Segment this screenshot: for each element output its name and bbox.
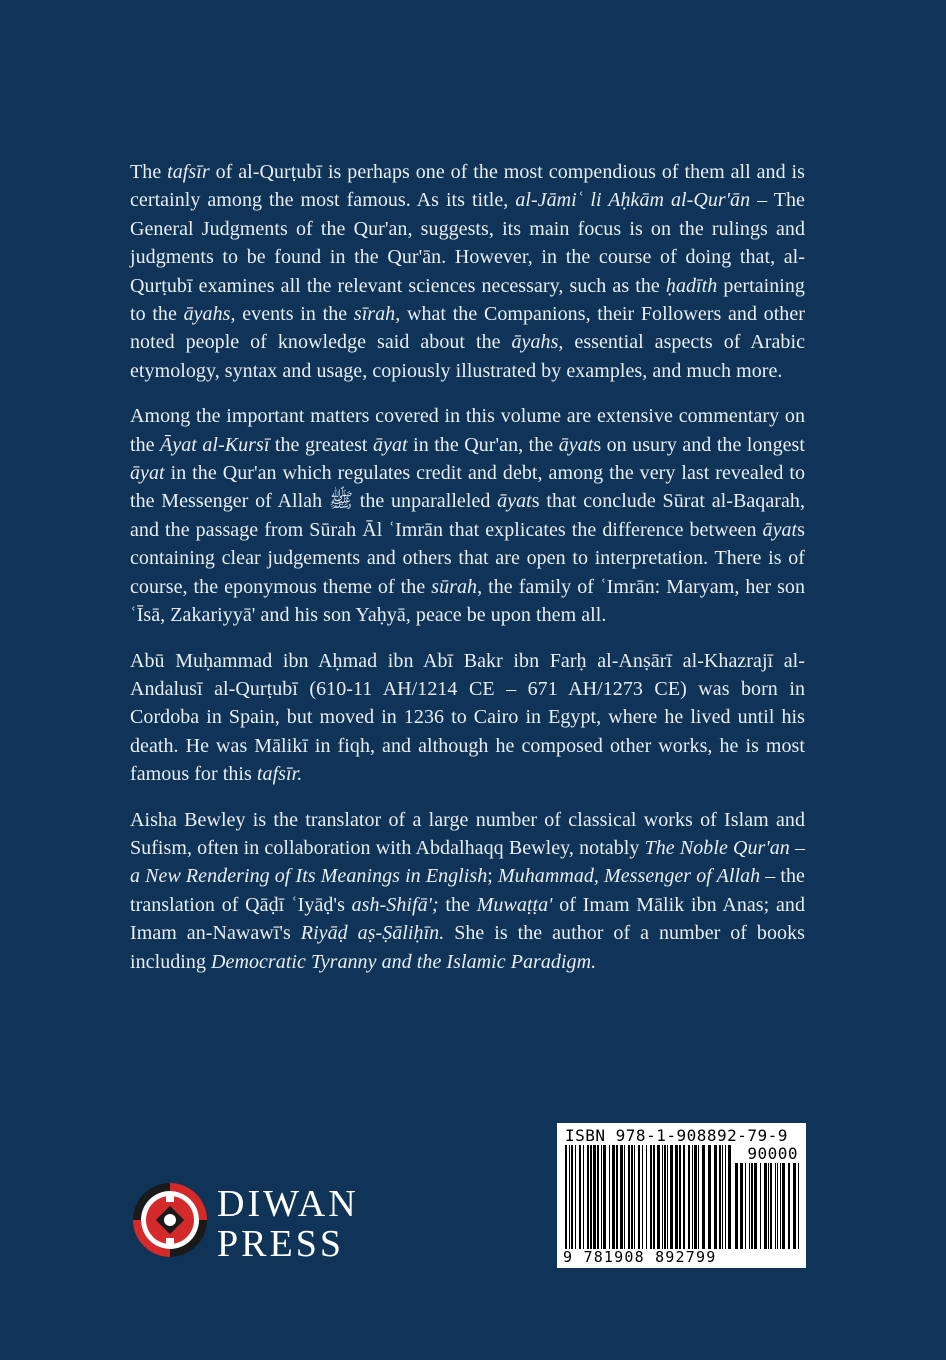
barcode-bar bbox=[565, 1145, 567, 1249]
barcode-bar bbox=[620, 1145, 623, 1249]
blurb-paragraph-2 bbox=[130, 402, 805, 629]
barcode-bar bbox=[571, 1145, 573, 1249]
italic-term: tafsīr bbox=[167, 161, 210, 183]
barcode-bar bbox=[650, 1145, 652, 1249]
barcode-bar bbox=[675, 1145, 678, 1249]
barcode-bar bbox=[575, 1145, 576, 1249]
italic-term: ash-Shifā'; bbox=[351, 893, 439, 916]
barcode-bar bbox=[590, 1145, 592, 1249]
barcode-bar bbox=[722, 1145, 723, 1249]
barcode-bar bbox=[768, 1163, 769, 1249]
barcode-bar bbox=[601, 1145, 602, 1249]
italic-term: tafsīr. bbox=[256, 763, 303, 786]
text-run: Abū Muḥammad ibn Aḥmad ibn Abī Bakr ibn Farḥ al-Anṣārī al-Khazrajī al-Andalusī al-Qurṭubī (610-11 AH/1214 CE – 671 AH/1273 CE) was born in Cordoba in Spain, but moved in 1236 to Cairo in Egypt, where he lived until his death. He was Mālikī in fiqh, and although he composed other works, he is most famous for this bbox=[130, 649, 805, 786]
italic-term: Riyāḍ aṣ-Ṣāliḥīn. bbox=[300, 922, 445, 945]
blurb-paragraph-1 bbox=[130, 158, 805, 385]
text-run: , essential aspects of Arabic etymology, syntax and usage, copiously illustrated by examples, and much more. bbox=[130, 331, 806, 382]
isbn-label: ISBN 978-1-908892-79-9 bbox=[565, 1126, 788, 1145]
barcode-bar bbox=[735, 1163, 738, 1249]
text-run: – the translation of Qāḍī ʿIyāḍ's bbox=[130, 865, 805, 916]
text-run: what the Companions, their Followers and other noted people of knowledge said about the bbox=[130, 303, 805, 354]
barcode-bar bbox=[628, 1145, 630, 1249]
barcode-bar bbox=[688, 1145, 690, 1249]
barcode-bar bbox=[788, 1163, 790, 1249]
barcode-bar bbox=[667, 1145, 668, 1249]
diwan-press-logo-icon bbox=[130, 1180, 210, 1260]
barcode-bar bbox=[642, 1145, 643, 1249]
text-run: Among the important matters covered in this volume are extensive commentary on the bbox=[130, 405, 805, 456]
barcode-bar bbox=[775, 1163, 776, 1249]
barcode-bar bbox=[579, 1145, 581, 1249]
italic-term: al-Jāmiʿ li Aḥkām al-Qur'ān bbox=[515, 189, 751, 212]
barcode-bar bbox=[587, 1145, 589, 1249]
blurb-paragraph-3 bbox=[130, 647, 805, 789]
italic-term: ḥadīth bbox=[665, 274, 718, 297]
text-run: , events in the bbox=[230, 303, 354, 326]
barcode-bar bbox=[708, 1145, 711, 1249]
price-code: 90000 bbox=[747, 1144, 798, 1163]
barcode-bar bbox=[728, 1145, 731, 1249]
barcode-bar bbox=[593, 1145, 596, 1249]
text-run: – The General Judgments of the Qur'an, suggests, its main focus is on the rulings and judgments to be found in the Qur'ān. However, in the course of doing that, al-Qurṭubī examines all the relevant sciences necessary, such as the bbox=[130, 189, 805, 297]
barcode-bar bbox=[749, 1163, 750, 1249]
barcode-bar bbox=[634, 1145, 635, 1249]
barcode-bar bbox=[670, 1145, 673, 1249]
text-run: s on usury and the longest bbox=[593, 433, 805, 456]
italic-term: sūrah bbox=[431, 575, 478, 598]
barcode-bar bbox=[754, 1163, 757, 1249]
blurb-text bbox=[130, 158, 805, 993]
barcode-bar bbox=[702, 1145, 705, 1249]
barcode-bar bbox=[777, 1163, 778, 1249]
barcode-bar bbox=[751, 1163, 753, 1249]
barcode-bar bbox=[770, 1163, 772, 1249]
barcode-bar bbox=[764, 1163, 767, 1249]
isbn-barcode bbox=[557, 1123, 806, 1268]
barcode-bar bbox=[653, 1145, 655, 1249]
italic-term: āyahs bbox=[511, 331, 559, 354]
text-run: She is the author of a number of books including bbox=[130, 922, 805, 973]
text-run: in the Qur'an, the bbox=[407, 433, 559, 456]
barcode-bar bbox=[780, 1163, 781, 1249]
italic-term: The Noble Qur'an – a New Rendering of Its Meanings in English bbox=[130, 836, 805, 888]
publisher-logo bbox=[130, 1180, 390, 1270]
barcode-bar bbox=[740, 1163, 743, 1249]
barcode-bar bbox=[679, 1145, 681, 1249]
barcode-bar bbox=[624, 1145, 625, 1249]
italic-term: Muhammad, Messenger of Allah bbox=[497, 865, 761, 888]
text-run: the greatest bbox=[269, 433, 373, 456]
text-run: in the Qur'an which regulates credit and debt, among the very last revealed to the Messenger of Allah ﷺ the unparalleled bbox=[130, 462, 805, 513]
barcode-bar bbox=[798, 1163, 799, 1249]
italic-term: āyat bbox=[762, 518, 798, 541]
text-run: pertaining to the bbox=[130, 274, 805, 326]
barcode-bar bbox=[760, 1163, 761, 1249]
barcode-bar bbox=[782, 1163, 785, 1249]
barcode-bar bbox=[583, 1145, 584, 1249]
ean-barcode-bars bbox=[565, 1145, 733, 1249]
barcode-bar bbox=[719, 1145, 721, 1249]
text-run: Aisha Bewley is the translator of a large number of classical works of Islam and Sufism, often in collaboration with Abdalhaqq Bewley, notably bbox=[130, 808, 805, 859]
text-run: , the family of ʿImrān: Maryam, her son ʿĪsā, Zakariyyā' and his son Yaḥyā, peace be upon them all. bbox=[130, 575, 806, 627]
barcode-bar bbox=[725, 1145, 726, 1249]
text-run: the bbox=[438, 893, 477, 916]
italic-term: Democratic Tyranny and the Islamic Paradigm. bbox=[211, 950, 597, 973]
blurb-paragraph-4 bbox=[130, 806, 805, 976]
italic-term: āyahs bbox=[183, 303, 231, 326]
italic-term: āyat bbox=[130, 462, 165, 485]
barcode-bar bbox=[597, 1145, 599, 1249]
italic-term: āyat bbox=[497, 490, 532, 513]
barcode-bar bbox=[745, 1163, 746, 1249]
barcode-bar bbox=[616, 1145, 618, 1249]
barcode-bar bbox=[662, 1145, 663, 1249]
italic-term: Āyat al-Kursī bbox=[160, 433, 270, 456]
text-run: The bbox=[130, 161, 168, 183]
text-run: s containing clear judgements and others that are open to interpretation. There is of course, the eponymous theme of the bbox=[130, 518, 805, 598]
barcode-bar bbox=[692, 1145, 693, 1249]
italic-term: sīrah, bbox=[353, 303, 401, 326]
barcode-bar bbox=[714, 1145, 717, 1249]
barcode-bar bbox=[664, 1145, 666, 1249]
text-run: of Imam Mālik ibn Anas; and Imam an-Nawawī's bbox=[130, 893, 805, 945]
barcode-bar bbox=[657, 1145, 660, 1249]
italic-term: āyat bbox=[372, 433, 408, 456]
barcode-bar bbox=[683, 1145, 685, 1249]
barcode-bar bbox=[698, 1145, 699, 1249]
barcode-bar bbox=[631, 1145, 633, 1249]
barcode-bar bbox=[793, 1163, 796, 1249]
text-run: ; bbox=[487, 865, 498, 888]
barcode-bar bbox=[638, 1145, 640, 1249]
italic-term: Muwaṭṭa' bbox=[476, 893, 553, 916]
italic-term: āyat bbox=[558, 433, 594, 456]
publisher-name-line-2: PRESS bbox=[217, 1223, 344, 1265]
publisher-name-line-1: DIWAN bbox=[217, 1183, 359, 1225]
barcode-bar bbox=[646, 1145, 647, 1249]
ean-digits: 9 781908 892799 bbox=[563, 1248, 717, 1266]
text-run: of al-Qurṭubī is perhaps one of the most compendious of them all and is certainly among the most famous. As its title, bbox=[130, 161, 805, 212]
addon-barcode-bars bbox=[735, 1163, 799, 1249]
barcode-bar bbox=[569, 1145, 570, 1249]
barcode-bar bbox=[603, 1145, 606, 1249]
barcode-bar bbox=[609, 1145, 610, 1249]
barcode-bar bbox=[694, 1145, 697, 1249]
barcode-bar bbox=[612, 1145, 615, 1249]
text-run: s that conclude Sūrat al-Baqarah, and the passage from Sūrah Āl ʿImrān that explicates the difference between bbox=[130, 490, 805, 541]
